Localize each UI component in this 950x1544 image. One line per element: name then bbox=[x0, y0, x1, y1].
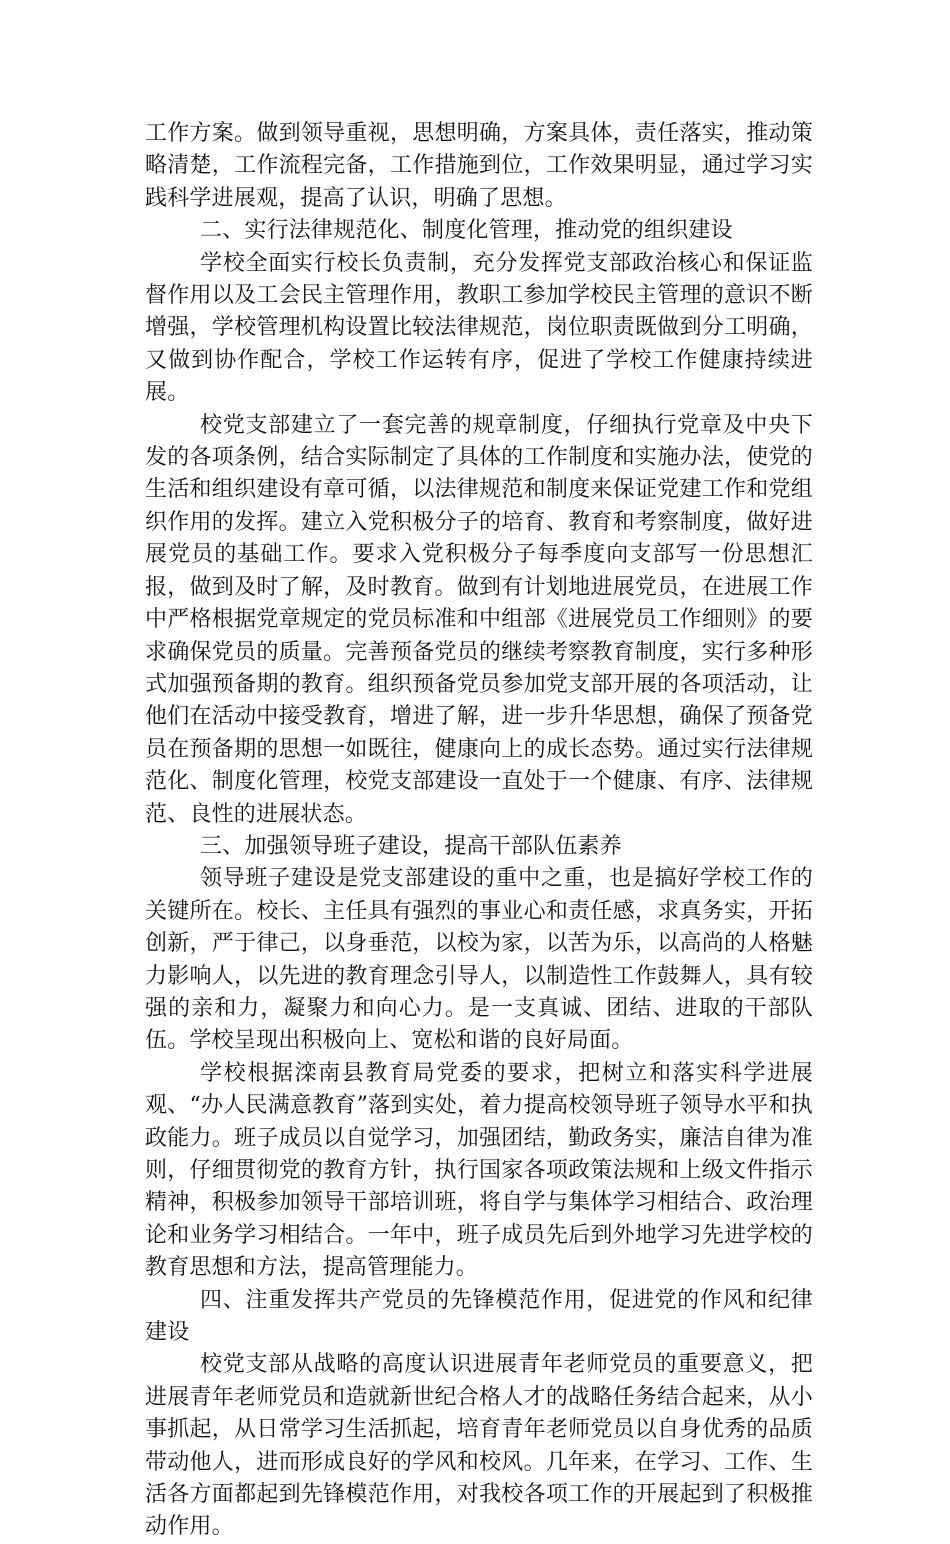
document-page bbox=[145, 118, 813, 1544]
paragraph-principal-responsibility: 学校全面实行校长负责制，充分发挥党支部政治核心和保证监督作用以及工会民主管理作用，教职工参加学校民主管理的意识不断增强，学校管理机构设置比较法律规范，岗位职责既做到分工明确，又做到协作配合，学校工作运转有序，促进了学校工作健康持续进展。 bbox=[145, 250, 813, 406]
section-heading-4: 四、注重发挥共产党员的先锋模范作用，促进党的作风和纪律建设 bbox=[145, 1287, 813, 1346]
paragraph-continued-work-plan: 工作方案。做到领导重视，思想明确，方案具体，责任落实，推动策略清楚，工作流程完备，工作措施到位，工作效果明显，通过学习实践科学进展观，提高了认识，明确了思想。 bbox=[145, 121, 813, 211]
section-heading-3: 三、加强领导班子建设，提高干部队伍素养 bbox=[200, 833, 622, 859]
paragraph-education-bureau-requirements: 学校根据滦南县教育局党委的要求，把树立和落实科学进展观、“办人民满意教育”落到实处，着力提高校领导班子领导水平和执政能力。班子成员以自觉学习，加强团结，勤政务实，廉洁自律为准则，仔细贯彻党的教育方针，执行国家各项政策法规和上级文件指示精神，积极参加领导干部培训班，将自学与集体学习相结合、政治理论和业务学习相结合。一年中，班子成员先后到外地学习先进学校的教育思想和方法，提高管理能力。 bbox=[145, 1060, 813, 1281]
section-heading-2: 二、实行法律规范化、制度化管理，推动党的组织建设 bbox=[200, 218, 733, 244]
paragraph-young-teacher-members: 校党支部从战略的高度认识进展青年老师党员的重要意义，把进展青年老师党员和造就新世纪合格人才的战略任务结合起来，从小事抓起，从日常学习生活抓起，培育青年老师党员以自身优秀的品质带动他人，进而形成良好的学风和校风。几年来，在学习、工作、生活各方面都起到先锋模范作用，对我校各项工作的开展起到了积极推动作用。 bbox=[145, 1352, 813, 1540]
paragraph-leadership-team: 领导班子建设是党支部建设的重中之重，也是搞好学校工作的关键所在。校长、主任具有强烈的事业心和责任感，求真务实，开拓创新，严于律己，以身垂范，以校为家，以苦为乐，以高尚的人格魅力影响人，以先进的教育理念引导人，以制造性工作鼓舞人，具有较强的亲和力，凝聚力和向心力。是一支真诚、团结、进取的干部队伍。学校呈现出积极向上、宽松和谐的良好局面。 bbox=[145, 866, 813, 1054]
paragraph-party-rules-system: 校党支部建立了一套完善的规章制度，仔细执行党章及中央下发的各项条例，结合实际制定了具体的工作制度和实施办法，使党的生活和组织建设有章可循，以法律规范和制度来保证党建工作和党组织作用的发挥。建立入党积极分子的培育、教育和考察制度，做好进展党员的基础工作。要求入党积极分子每季度向支部写一份思想汇报，做到及时了解，及时教育。做到有计划地进展党员，在进展工作中严格根据党章规定的党员标准和中组部《进展党员工作细则》的要求确保党员的质量。完善预备党员的继续考察教育制度，实行多种形式加强预备期的教育。组织预备党员参加党支部开展的各项活动，让他们在活动中接受教育，增进了解，进一步升华思想，确保了预备党员在预备期的思想一如既往，健康向上的成长态势。通过实行法律规范化、制度化管理，校党支部建设一直处于一个健康、有序、法律规范、良性的进展状态。 bbox=[145, 412, 813, 827]
